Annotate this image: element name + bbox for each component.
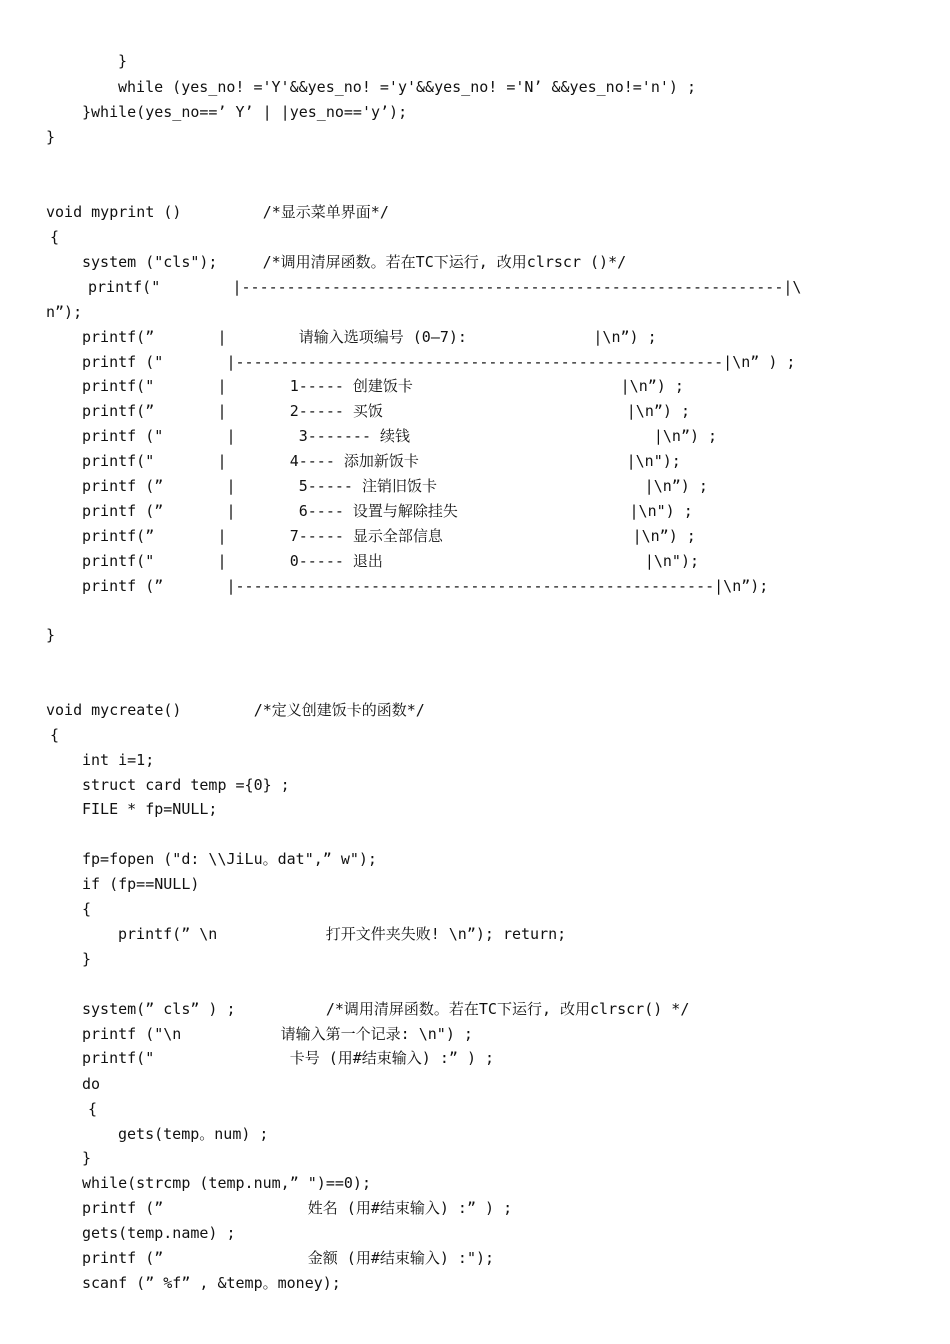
code-line: { <box>82 900 92 918</box>
code-line: printf(" | 0----- 退出 |\n"); <box>82 552 699 570</box>
code-line: int i=1; <box>82 751 155 769</box>
code-line: printf ("\n 请输入第一个记录: \n") ; <box>82 1025 473 1043</box>
code-line: { <box>88 1100 98 1118</box>
code-line: printf(” | 7----- 显示全部信息 |\n”) ; <box>82 527 696 545</box>
code-line: printf(” | 请输入选项编号 (0—7): |\n”) ; <box>82 328 657 346</box>
code-line: if (fp==NULL) <box>82 875 200 893</box>
code-line: printf (” |-----------------------------------------------------|\n”); <box>82 577 769 595</box>
code-line: printf (” 金额 (用#结束输入) :"); <box>82 1249 495 1267</box>
code-line: } <box>46 128 56 146</box>
code-line: } <box>82 950 92 968</box>
code-line: printf (" |------------------------------------------------------|\n” ) ; <box>82 353 796 371</box>
code-line: gets(temp。num) ; <box>118 1125 269 1143</box>
code-line: while (yes_no! ='Y'&&yes_no! ='y'&&yes_no! ='N’ &&yes_no!='n') ; <box>118 78 696 96</box>
code-line: scanf (” %f” , &temp。money); <box>82 1274 341 1292</box>
code-line: void mycreate() /*定义创建饭卡的函数*/ <box>46 701 425 719</box>
code-line: } <box>118 52 128 70</box>
code-line: n”); <box>46 303 83 321</box>
code-line: printf (” | 6---- 设置与解除挂失 |\n") ; <box>82 502 693 520</box>
code-line: printf(" 卡号 (用#结束输入) :” ) ; <box>82 1049 495 1067</box>
code-line: printf(” \n 打开文件夹失败! \n”); return; <box>118 925 567 943</box>
code-line: } <box>82 1149 92 1167</box>
code-line: printf(" | 1----- 创建饭卡 |\n”) ; <box>82 377 684 395</box>
code-line: struct card temp ={0} ; <box>82 776 290 794</box>
code-line: }while(yes_no==’ Y’ | |yes_no=='y’); <box>82 103 408 121</box>
code-line: system(” cls” ) ; /*调用清屏函数。若在TC下运行, 改用clrscr() */ <box>82 1000 690 1018</box>
code-line: fp=fopen ("d: \\JiLu。dat",” w"); <box>82 850 377 868</box>
code-line: printf (" | 3------- 续钱 |\n”) ; <box>82 427 718 445</box>
code-line: printf(" |------------------------------------------------------------|\ <box>88 278 802 296</box>
code-line: printf (” 姓名 (用#结束输入) :” ) ; <box>82 1199 513 1217</box>
code-line: { <box>50 726 60 744</box>
code-line: printf(” | 2----- 买饭 |\n”) ; <box>82 402 690 420</box>
code-line: gets(temp.name) ; <box>82 1224 236 1242</box>
code-line: system ("cls"); /*调用清屏函数。若在TC下运行, 改用clrscr ()*/ <box>82 253 627 271</box>
code-line: while(strcmp (temp.num,” ")==0); <box>82 1174 371 1192</box>
code-line: printf(" | 4---- 添加新饭卡 |\n"); <box>82 452 681 470</box>
code-line: } <box>46 626 56 644</box>
code-line: printf (” | 5----- 注销旧饭卡 |\n”) ; <box>82 477 708 495</box>
code-line: FILE * fp=NULL; <box>82 800 218 818</box>
code-line: do <box>82 1075 101 1093</box>
code-line: void myprint () /*显示菜单界面*/ <box>46 203 389 221</box>
code-line: { <box>50 228 60 246</box>
